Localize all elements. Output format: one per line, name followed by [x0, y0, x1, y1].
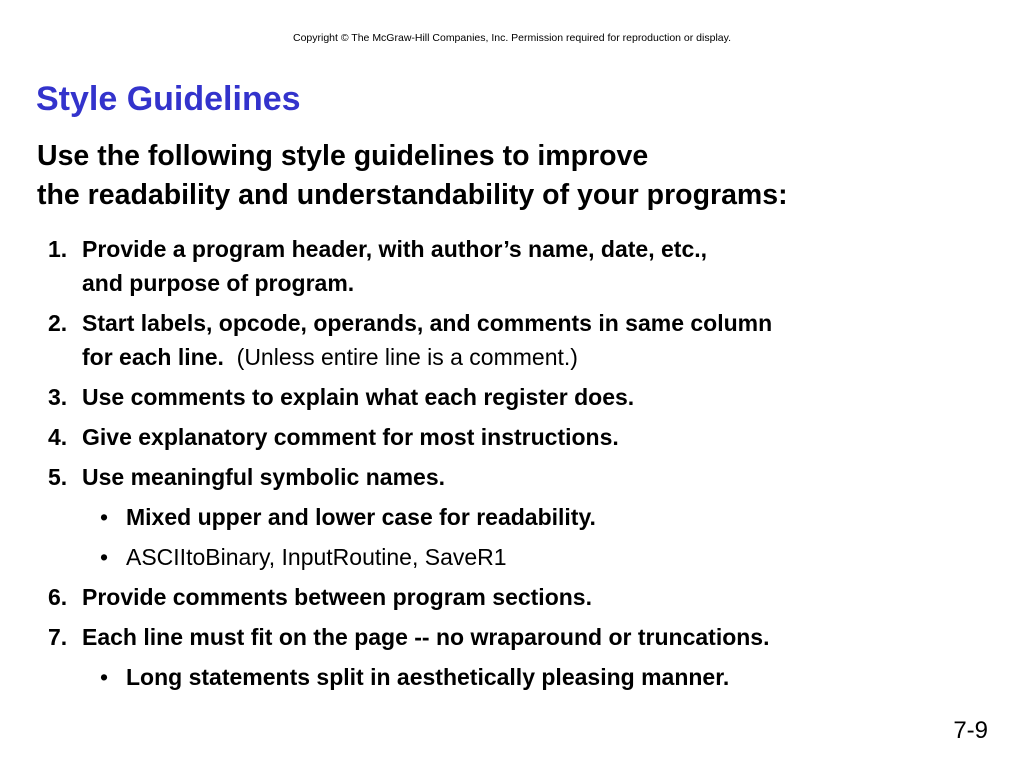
list-item: [48, 580, 1008, 614]
item-text: Each line must fit on the page -- no wraparound or truncations.: [82, 624, 770, 650]
list-item: [48, 232, 1008, 300]
item-number: 2.: [48, 310, 68, 336]
subtitle-line-1: Use the following style guidelines to improve: [37, 140, 649, 172]
sub-item-text: Mixed upper and lower case for readability.: [126, 504, 596, 530]
bullet-icon: •: [100, 544, 109, 570]
list-item: [48, 460, 1008, 494]
subtitle-line-2: the readability and understandability of your programs:: [37, 179, 788, 211]
list-item: [48, 620, 1008, 654]
list-item: [48, 380, 1008, 414]
sub-list-item: [48, 540, 1008, 574]
item-number: 5.: [48, 464, 68, 490]
slide-subtitle: [37, 137, 788, 215]
sub-item-text: ASCIItoBinary, InputRoutine, SaveR1: [126, 544, 507, 570]
item-number: 7.: [48, 624, 68, 650]
sub-list-item: [48, 500, 1008, 534]
item-text: Use comments to explain what each register does.: [82, 384, 635, 410]
copyright-notice: Copyright © The McGraw-Hill Companies, Inc. Permission required for reproduction or display.: [292, 32, 732, 44]
sub-list-item: [48, 660, 1008, 694]
guidelines-list: [48, 232, 1008, 700]
item-text-bold: for each line.: [82, 344, 224, 370]
list-item: [48, 420, 1008, 454]
item-number: 6.: [48, 584, 68, 610]
page-number: 7-9: [953, 717, 988, 744]
bullet-icon: •: [100, 504, 109, 530]
item-text-continued: and purpose of program.: [82, 270, 355, 296]
list-item: [48, 306, 1008, 374]
item-text: Provide comments between program sections.: [82, 584, 592, 610]
item-text: Give explanatory comment for most instructions.: [82, 424, 619, 450]
item-number: 3.: [48, 384, 68, 410]
item-number: 4.: [48, 424, 68, 450]
slide-title: Style Guidelines: [36, 80, 301, 118]
item-text: Use meaningful symbolic names.: [82, 464, 446, 490]
sub-item-text: Long statements split in aesthetically pleasing manner.: [126, 664, 730, 690]
bullet-icon: •: [100, 664, 109, 690]
item-number: 1.: [48, 236, 68, 262]
item-text: Start labels, opcode, operands, and comments in same column: [82, 310, 773, 336]
item-text: Provide a program header, with author’s name, date, etc.,: [82, 236, 708, 262]
item-text-continued: [82, 340, 1008, 374]
item-text-note: (Unless entire line is a comment.): [223, 344, 578, 370]
